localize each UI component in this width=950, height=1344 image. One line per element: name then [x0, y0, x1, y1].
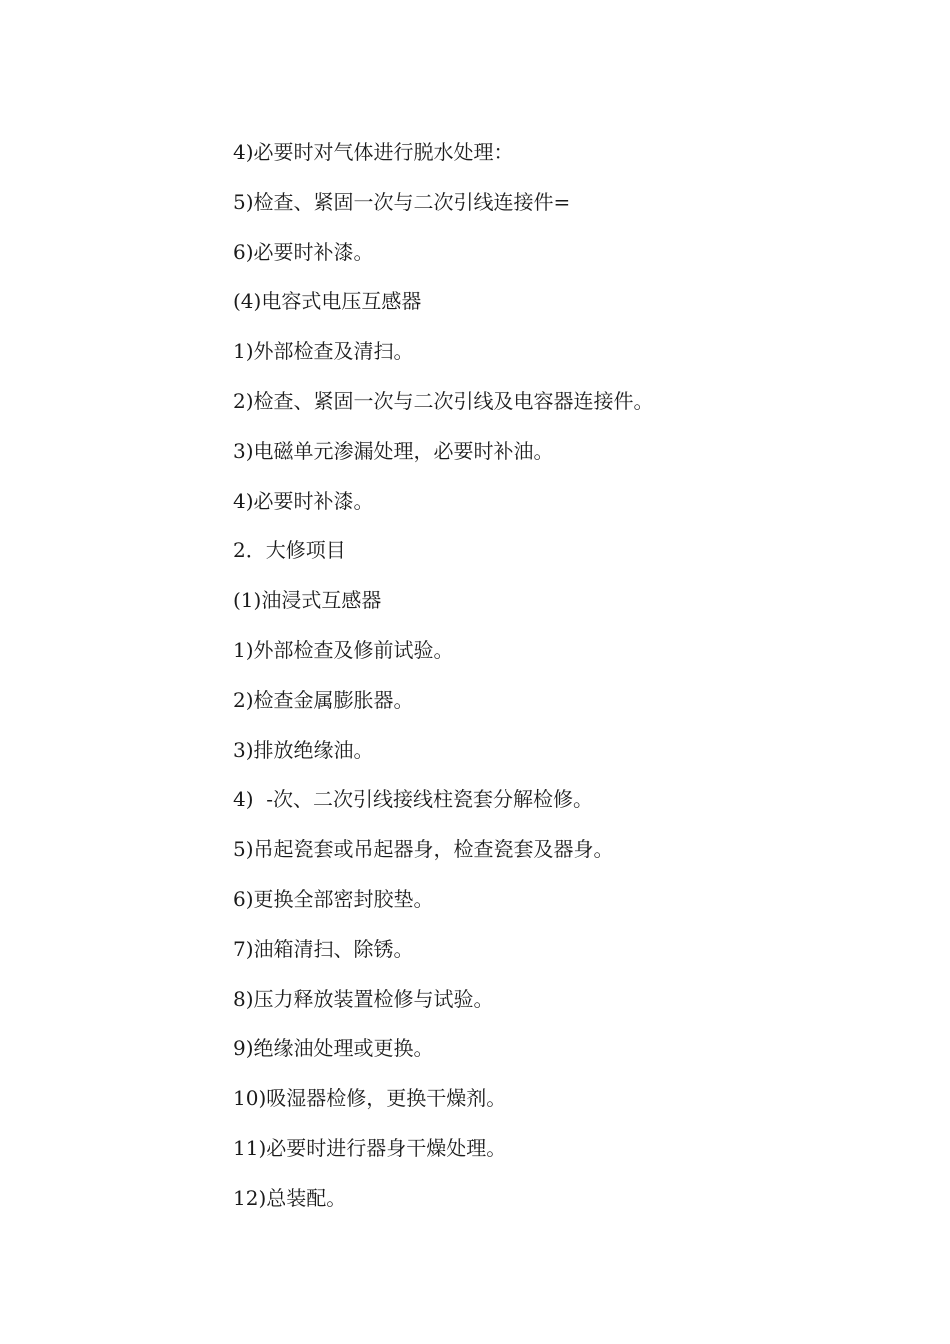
text-line: 11)必要时进行器身干燥处理。: [233, 1135, 507, 1160]
text-line: 8)压力释放装置检修与试验。: [233, 986, 494, 1011]
section-heading: (1)油浸式互感器: [233, 588, 382, 613]
text-line: 4) -次、二次引线接线柱瓷套分解检修。: [233, 787, 593, 812]
text-line: 10)吸湿器检修，更换干燥剂。: [233, 1086, 507, 1111]
text-line: 4)必要时补漆。: [233, 488, 374, 513]
text-line: 5)吊起瓷套或吊起器身，检查瓷套及器身。: [233, 837, 614, 862]
text-line: 1)外部检查及清扫。: [233, 339, 414, 364]
text-line: 3)电磁单元渗漏处理，必要时补油。: [233, 438, 554, 463]
chapter-heading: 2．大修项目: [233, 538, 346, 563]
document-body: [233, 137, 873, 1233]
text-line: 2)检查、紧固一次与二次引线及电容器连接件。: [233, 388, 654, 413]
text-line: 2)检查金属膨胀器。: [233, 687, 414, 712]
text-line: 6)更换全部密封胶垫。: [233, 886, 434, 911]
text-line: 7)油箱清扫、除锈。: [233, 936, 414, 961]
section-heading: (4)电容式电压互感器: [233, 289, 422, 314]
text-line: 1)外部检查及修前试验。: [233, 637, 454, 662]
text-line: 5)检查、紧固一次与二次引线连接件=: [233, 189, 571, 214]
text-line: 12)总装配。: [233, 1185, 347, 1210]
text-line: 3)排放绝缘油。: [233, 737, 374, 762]
text-line: 6)必要时补漆。: [233, 239, 374, 264]
text-line: 4)必要时对气体进行脱水处理：: [233, 140, 514, 164]
text-line: 9)绝缘油处理或更换。: [233, 1036, 434, 1061]
